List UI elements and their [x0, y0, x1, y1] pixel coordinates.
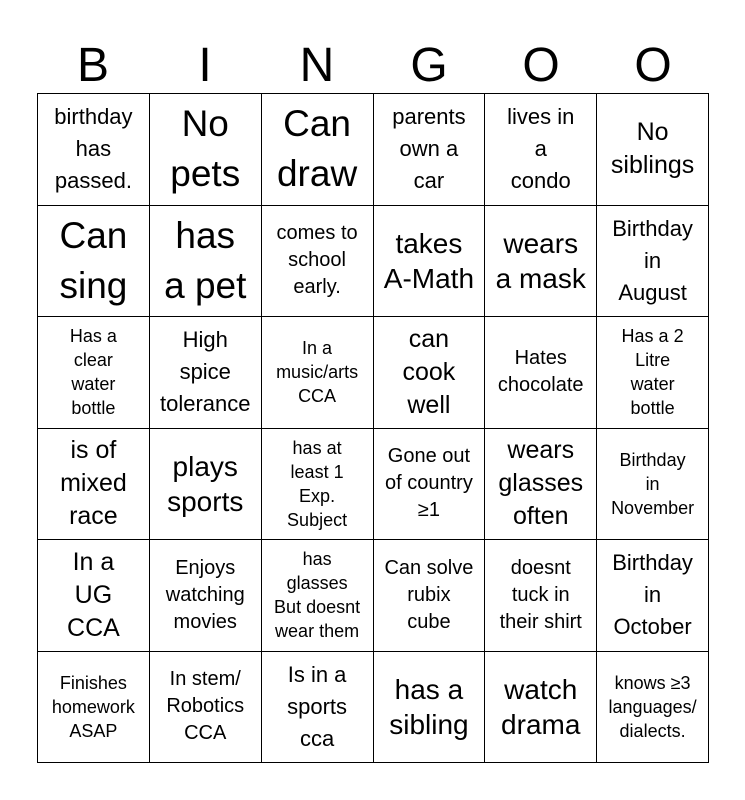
cell-text: In stem/ Robotics CCA [166, 668, 245, 745]
cell-text: In a music/arts CCA [276, 338, 359, 407]
bingo-cell[interactable] [597, 429, 709, 541]
bingo-cell[interactable] [262, 540, 374, 652]
cell-text: can cook well [402, 324, 456, 419]
cell-text: Birthday in August [612, 215, 693, 305]
cell-text: Can sing [59, 214, 128, 306]
bingo-cell[interactable] [38, 317, 150, 429]
bingo-cell[interactable] [150, 206, 262, 318]
bingo-cell[interactable] [38, 94, 150, 206]
bingo-cell[interactable] [38, 429, 150, 541]
cell-text: has at least 1 Exp. Subject [287, 437, 348, 530]
bingo-cell[interactable] [150, 429, 262, 541]
bingo-cell[interactable] [262, 94, 374, 206]
bingo-cell[interactable] [597, 94, 709, 206]
cell-text: has a sibling [389, 673, 469, 740]
cell-text: lives in a condo [507, 104, 575, 194]
cell-text: Has a 2 Litre water bottle [621, 326, 684, 419]
bingo-cell[interactable] [38, 652, 150, 764]
cell-text: In a UG CCA [67, 547, 120, 642]
cell-text: Gone out of country ≥1 [385, 445, 473, 522]
cell-text: Hates chocolate [497, 347, 584, 397]
header-letter-2: I [198, 39, 212, 92]
bingo-cell[interactable] [38, 206, 150, 318]
bingo-cell[interactable] [262, 429, 374, 541]
bingo-cell[interactable] [597, 540, 709, 652]
bingo-cell[interactable] [485, 429, 597, 541]
bingo-cell[interactable] [150, 652, 262, 764]
bingo-cell[interactable] [262, 206, 374, 318]
cell-text: Birthday in November [611, 449, 695, 518]
cell-text: No pets [170, 103, 241, 195]
bingo-grid [37, 93, 709, 763]
cell-text: Birthday in October [612, 550, 693, 640]
cell-text: Enjoys watching movies [165, 556, 245, 633]
cell-text: birthday has passed. [54, 104, 133, 194]
bingo-cell[interactable] [485, 540, 597, 652]
header-letter-3: N [299, 39, 335, 92]
cell-text: wears a mask [495, 227, 586, 294]
bingo-cell[interactable] [597, 317, 709, 429]
header-letter-5: O [522, 39, 560, 92]
bingo-cell[interactable] [485, 94, 597, 206]
bingo-cell[interactable] [150, 94, 262, 206]
cell-text: knows ≥3 languages/ dialects. [608, 672, 697, 741]
cell-text: doesnt tuck in their shirt [499, 556, 582, 633]
bingo-cell[interactable] [38, 540, 150, 652]
bingo-cell[interactable] [374, 652, 486, 764]
cell-text: Can draw [276, 103, 358, 195]
bingo-cell[interactable] [150, 317, 262, 429]
cell-text: is of mixed race [60, 436, 127, 531]
cell-text: Is in a sports cca [287, 661, 348, 751]
bingo-cell[interactable] [374, 540, 486, 652]
bingo-cell[interactable] [374, 94, 486, 206]
cell-text: No siblings [610, 118, 695, 180]
bingo-cell[interactable] [485, 652, 597, 764]
bingo-cell[interactable] [597, 652, 709, 764]
cell-text: comes to school early. [276, 222, 358, 299]
cell-text: has glasses But doesnt wear them [274, 549, 361, 642]
bingo-cell[interactable] [374, 317, 486, 429]
bingo-cell[interactable] [485, 317, 597, 429]
bingo-cell[interactable] [485, 206, 597, 318]
cell-text: has a pet [164, 214, 247, 306]
cell-text: parents own a car [392, 104, 466, 194]
header-letter-4: G [410, 39, 448, 92]
bingo-cell[interactable] [262, 317, 374, 429]
cell-text: takes A-Math [383, 227, 475, 294]
header-letter-6: O [634, 39, 672, 92]
cell-text: Has a clear water bottle [69, 326, 117, 419]
bingo-cell[interactable] [597, 206, 709, 318]
bingo-cell[interactable] [374, 429, 486, 541]
cell-text: wears glasses often [498, 436, 584, 531]
bingo-cell[interactable] [262, 652, 374, 764]
cell-text: plays sports [167, 450, 244, 517]
cell-text: Can solve rubix cube [384, 556, 474, 633]
cell-text: High spice tolerance [159, 327, 251, 417]
bingo-header [37, 38, 709, 94]
bingo-cell[interactable] [150, 540, 262, 652]
cell-text: Finishes homework ASAP [51, 672, 135, 741]
bingo-cell[interactable] [374, 206, 486, 318]
header-letter-1: B [76, 39, 109, 92]
cell-text: watch drama [501, 673, 581, 740]
